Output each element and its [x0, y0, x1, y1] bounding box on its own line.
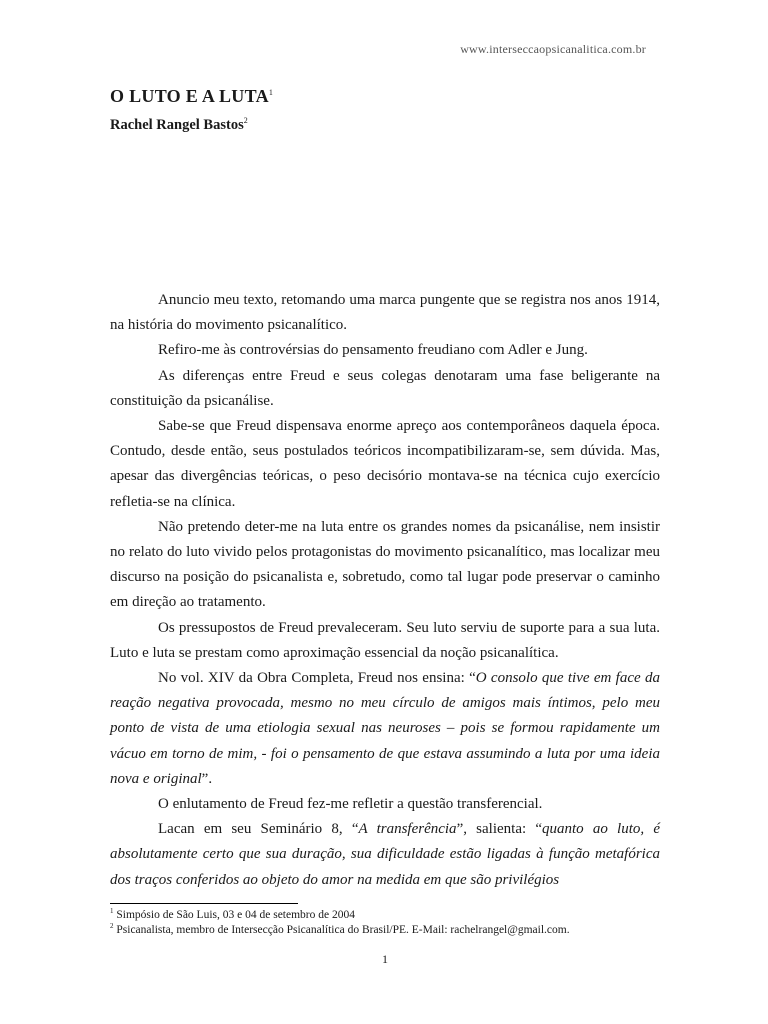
paragraph: As diferenças entre Freud e seus colegas denotaram uma fase beligerante na constituição da psicanálise. — [110, 367, 660, 409]
page-number: 1 — [382, 952, 388, 966]
paragraph: Os pressupostos de Freud prevaleceram. Seu luto serviu de suporte para a sua luta. Luto e luta se prestam como aproximação essencial da noção psicanalítica. — [110, 619, 660, 661]
footnote-number: 1 — [110, 907, 114, 916]
body-text — [110, 288, 660, 893]
seminar-title: A transferência — [358, 821, 457, 838]
footnote-number: 2 — [110, 922, 114, 931]
author-footnote-marker: 2 — [243, 116, 248, 126]
paragraph: Não pretendo deter-me na luta entre os grandes nomes da psicanálise, nem insistir no relato do luto vivido pelos protagonistas do movimento psicanalítico, mas localizar meu discurso na posição do psicanalista e, sobretudo, como tal lugar pode preservar o caminho em direção ao tratamento. — [110, 518, 660, 611]
title-footnote-marker: 1 — [268, 88, 274, 97]
footnotes — [110, 908, 670, 938]
footnote-divider — [110, 903, 298, 904]
paragraph-text: No vol. XIV da Obra Completa, Freud nos ensina: “ — [158, 670, 476, 687]
paragraph: Anuncio meu texto, retomando uma marca pungente que se registra nos anos 1914, na história do movimento psicanalítico. — [110, 292, 660, 334]
footnote — [110, 923, 670, 938]
paragraph: Sabe-se que Freud dispensava enorme apreço aos contemporâneos daquela época. Contudo, desde então, seus postulados teóricos incompatibilizaram-se, sem dúvida. Mas, apesar das divergências teóricas, o peso decisório montava-se na técnica cujo exercício refletia-se na clínica. — [110, 418, 660, 510]
paragraph-text: ”. — [201, 770, 213, 787]
paragraph: O enlutamento de Freud fez-me refletir a questão transferencial. — [158, 796, 543, 813]
author-name — [110, 117, 248, 134]
document-title — [110, 86, 273, 107]
freud-quote: O consolo que tive em face da reação negativa provocada, mesmo no meu círculo de amigos mais íntimos, pelo meu ponto de vista de uma etiologia sexual nas neuroses – pois se formou rapidamente um vácuo em torno de mim, - foi o pensamento de que estava assumindo a luta por uma ideia nova e original — [110, 670, 660, 787]
paragraph-lacan-quote — [110, 817, 660, 893]
paragraph-freud-quote — [110, 666, 660, 792]
footnote-text: Psicanalista, membro de Intersecção Psicanalítica do Brasil/PE. E-Mail: rachelrangel@gmail.com. — [113, 924, 570, 936]
footnote — [110, 908, 670, 923]
title-text: O LUTO E A LUTA — [110, 86, 269, 106]
paragraph-text: Lacan em seu Seminário 8, “ — [158, 821, 359, 838]
lacan-quote: quanto ao luto, é absolutamente certo que sua duração, sua dificuldade estão ligadas à função metafórica dos traços conferidos ao objeto do amor na medida em que são privilégios — [110, 821, 660, 888]
paragraph-text: ”, salienta: “ — [456, 821, 542, 838]
header-url[interactable]: www.interseccaopsicanalitica.com.br — [460, 42, 646, 56]
footnote-text: Simpósio de São Luis, 03 e 04 de setembro de 2004 — [113, 909, 355, 921]
paragraph: Refiro-me às controvérsias do pensamento freudiano com Adler e Jung. — [158, 342, 588, 359]
author-text: Rachel Rangel Bastos — [110, 117, 244, 133]
